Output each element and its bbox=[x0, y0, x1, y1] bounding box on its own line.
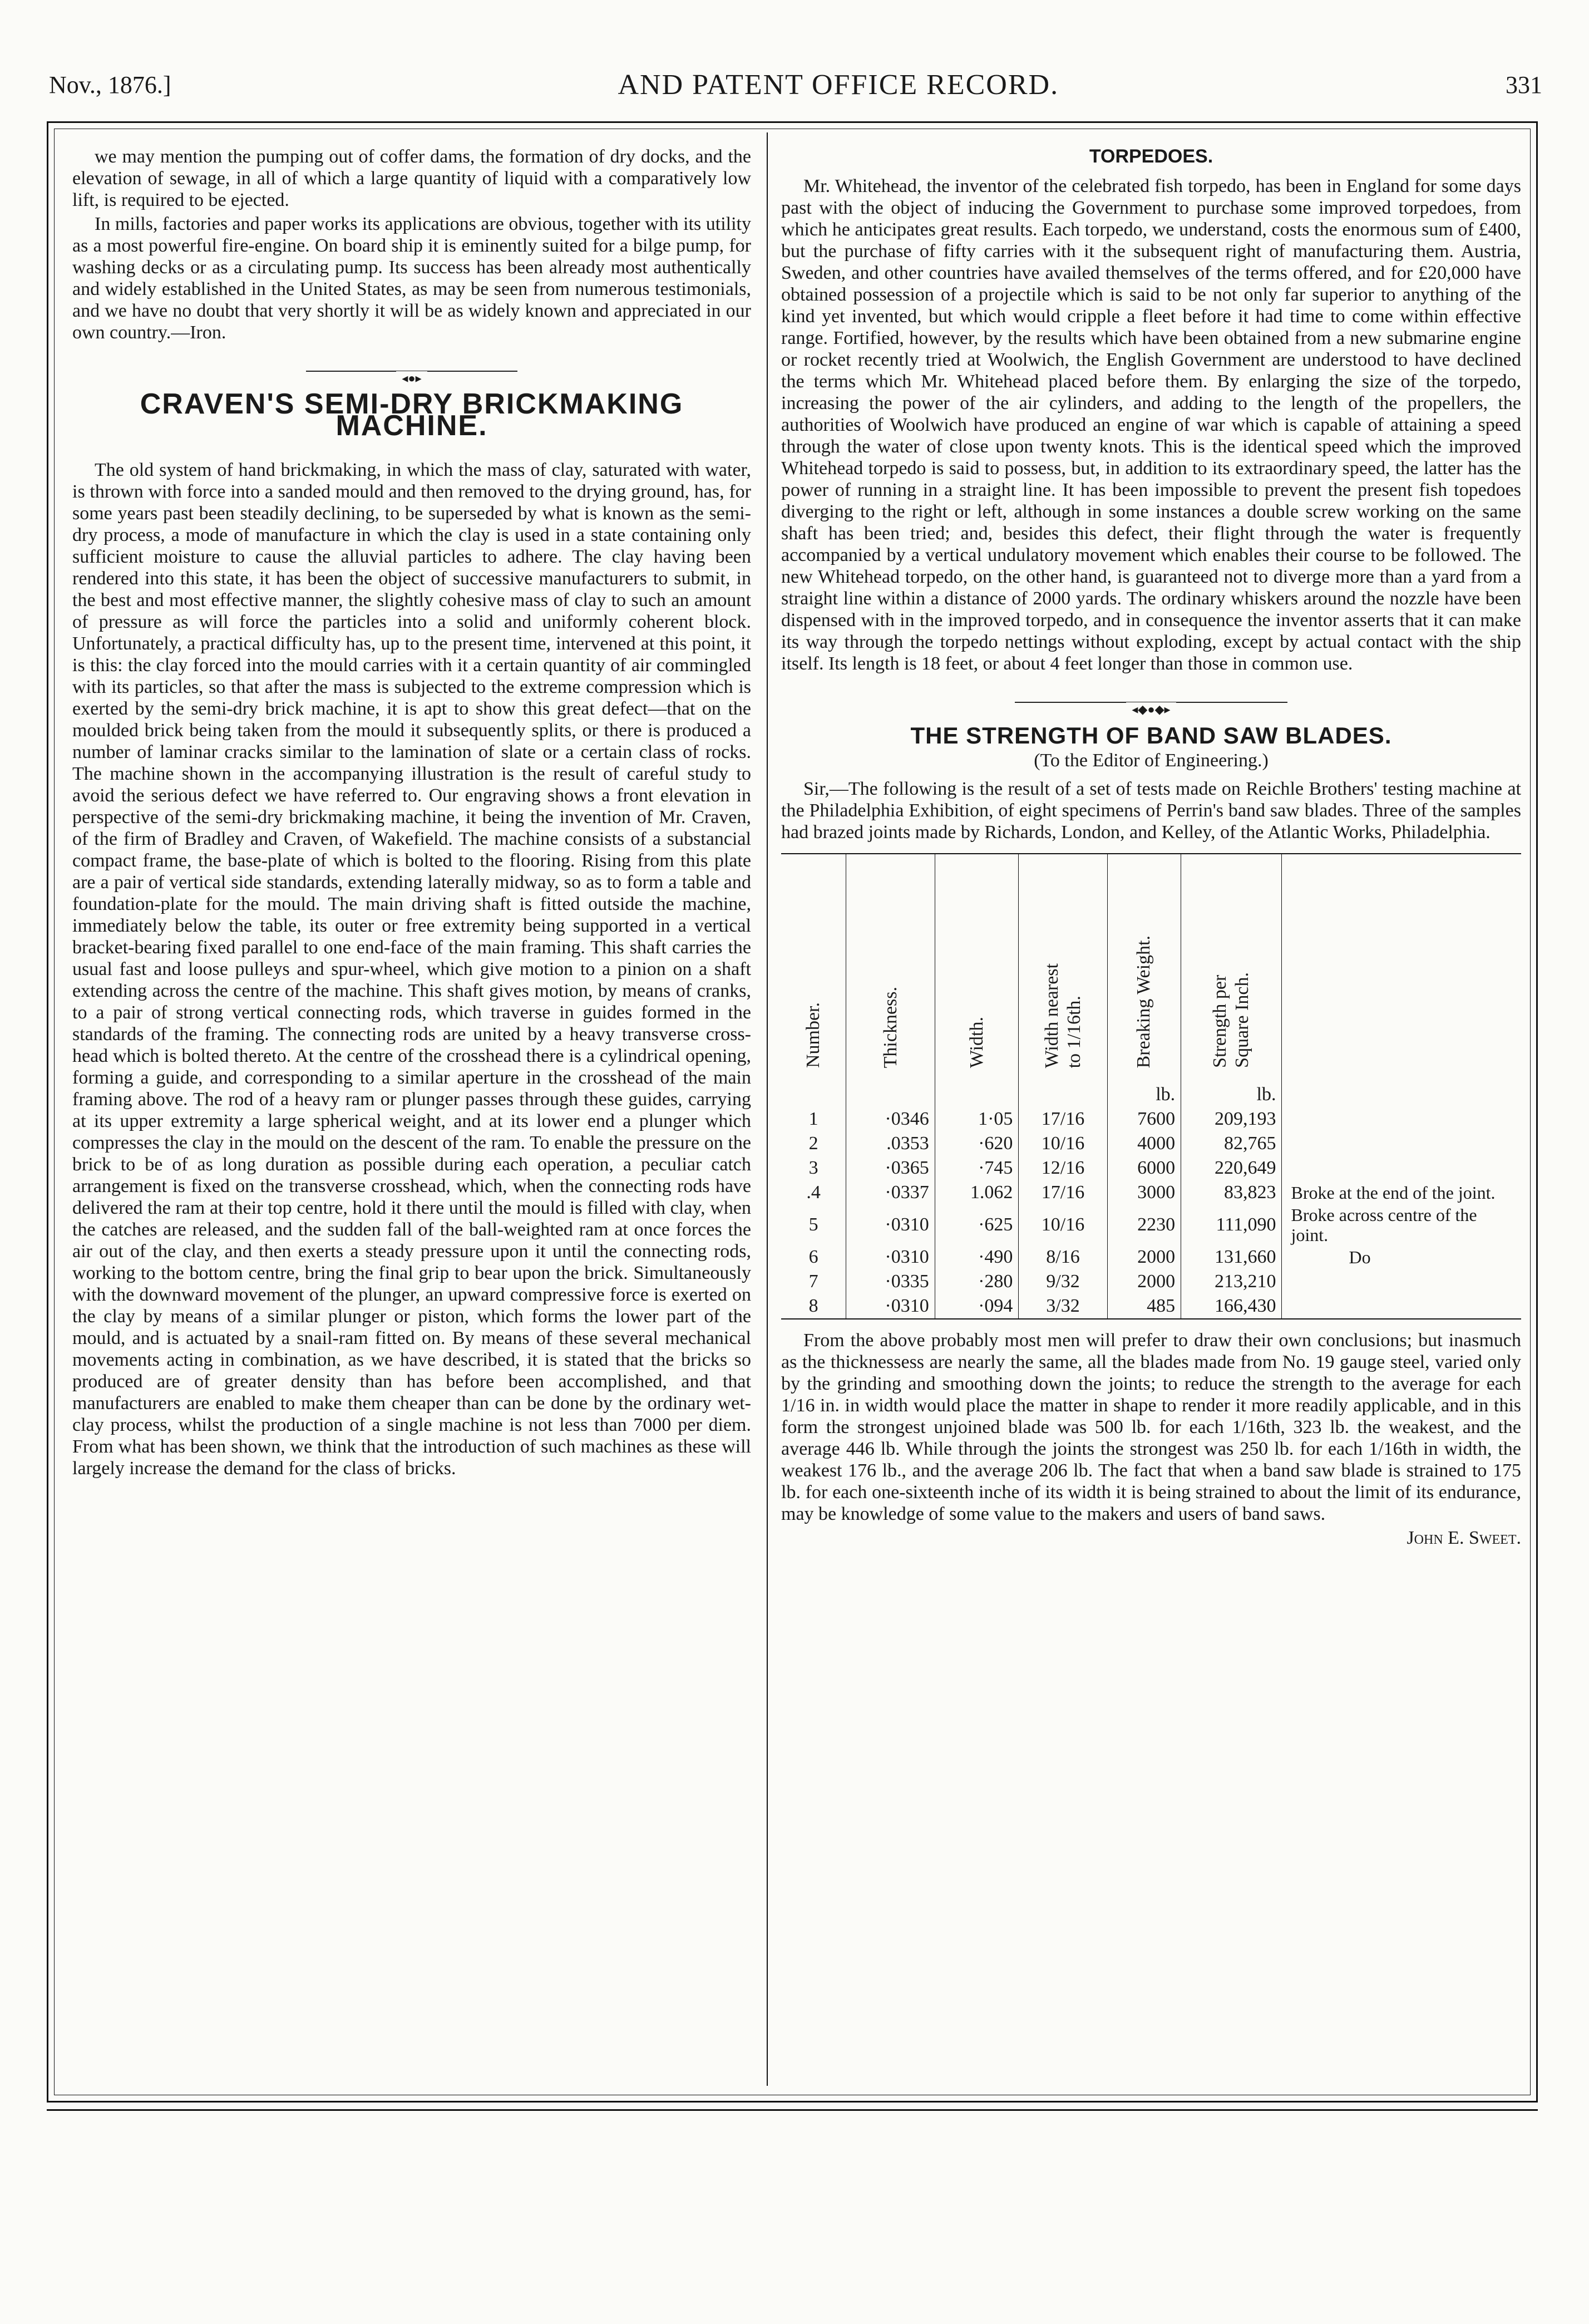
running-title: AND PATENT OFFICE RECORD. bbox=[618, 68, 1059, 101]
table-row: 7 ·0335 ·280 9/32 2000 213,210 bbox=[781, 1269, 1521, 1294]
col-header: Strength per Square Inch. bbox=[1181, 854, 1282, 1077]
bottom-rule bbox=[47, 2109, 1538, 2111]
remark: Do bbox=[1349, 1247, 1371, 1267]
signature: John E. Sweet. bbox=[1407, 1528, 1521, 1548]
table-row: 8 ·0310 ·094 3/32 485 166,430 bbox=[781, 1294, 1521, 1318]
table-row: 5 ·0310 ·625 10/16 2230 111,090 Broke across centre of the joint. bbox=[781, 1205, 1521, 1245]
section-ornament: ◂◆●◆▸ bbox=[781, 697, 1521, 708]
saw-subtitle: (To the Editor of Engineering.) bbox=[1034, 750, 1269, 771]
column-divider bbox=[767, 132, 768, 2086]
remark: Broke across centre of the joint. bbox=[1291, 1205, 1477, 1245]
issue-date: Nov., 1876.] bbox=[49, 71, 171, 99]
saw-intro: Sir,—The following is the result of a set of tests made on Reichle Brothers' testing machine at the Philadelphia Exhibition, of eight specimens of Perrin's band saw blades. Three of the samples had brazed joints made by Richards, London, and Kelley, of the Atlantic Works, Philadelphia. bbox=[781, 779, 1521, 843]
page-number: 331 bbox=[1506, 71, 1542, 99]
col-header: Width nearest to 1/16th. bbox=[1019, 854, 1107, 1077]
saw-body: From the above probably most men will prefer to draw their own conclusions; but inasmuch as the thicknessess are nearly the same, all the blades made from No. 19 gauge steel, varied only by the grinding and smoothing down the joints; to reduce the strength to the average for each 1/16 in. in width would place the matter in shape to render it more readily applicable, and in this form the strongest unjoined blade was 500 lb. for each 1/16th, 323 lb. the weakest, and the average 446 lb. While through the joints the strongest was 250 lb. for each 1/16th in width, the weakest 176 lb., and the average 206 lb. The fact that when a band saw blade is strained to 175 lb. for each one-sixteenth inche of its width it is being strained to about the limit of its endurance, may be knowledge of some value to the makers and users of band saws. bbox=[781, 1330, 1521, 1524]
saw-heading: THE STRENGTH OF BAND SAW BLADES. bbox=[910, 722, 1392, 749]
intro-paragraph: we may mention the pumping out of coffer dams, the formation of dry docks, and the elevation of sewage, in all of which a large quantity of liquid with a comparatively low lift, is required to be ejected. bbox=[72, 146, 751, 210]
col-header bbox=[1282, 854, 1521, 1077]
col-header: Thickness. bbox=[846, 854, 935, 1077]
table-row: 6 ·0310 ·490 8/16 2000 131,660 Do bbox=[781, 1245, 1521, 1269]
units-row: lb. lb. bbox=[781, 1077, 1521, 1107]
article-heading: CRAVEN'S SEMI-DRY BRICKMAKING MACHINE. bbox=[140, 388, 684, 442]
table-row: 2 .0353 ·620 10/16 4000 82,765 bbox=[781, 1131, 1521, 1156]
intro-paragraph: In mills, factories and paper works its applications are obvious, together with its utility as a most powerful fire-engine. On board ship it is eminently suited for a bilge pump, for washing decks or as a circulating pump. Its success has been already most authentically and widely established in the United States, as may be seen from numerous testimonials, and we have no doubt that very shortly it will be as widely known and appreciated in our own country.—Iron. bbox=[72, 214, 751, 343]
remark: Broke at the end of the joint. bbox=[1291, 1183, 1496, 1203]
article-body: The old system of hand brickmaking, in which the mass of clay, saturated with water, is thrown with force into a sanded mould and then removed to the drying ground, has, for some years past been steadily declining, to be superseded by what is known as the semi-dry process, a mode of manufacture in which the clay is used in a state containing only sufficient moisture to cause the alluvial particles to adhere. The clay having been rendered into this state, it has been the object of successive manufacturers to submit, in the best and most effective manner, the slightly cohesive mass of clay to such an amount of pressure as will force the particles into a solid and uniformly coherent block. Unfortunately, a practical difficulty has, up to the present time, intervened at this point, it is this: the clay forced into the mould carries with it a certain quantity of air commingled with its particles, so that after the mass is subjected to the extreme compression which is exerted by the semi-dry brick machine, it is apt to show this great defect—that on the moulded brick being taken from the mould it subsequently splits, or there is produced a number of laminar cracks similar to the lamination of slate or a certain class of rocks. The machine shown in the accompanying illustration is the result of careful study to avoid the serious defect we have referred to. Our engraving shows a front elevation in perspective of the semi-dry brickmaking machine, it being the invention of Mr. Craven, of the firm of Bradley and Craven, of Wakefield. The machine consists of a substancial compact frame, the base-plate of which is bolted to the flooring. Rising from this plate are a pair of vertical side standards, extending laterally midway, so as to form a table and foundation-plate for the mould. The main driving shaft is fitted outside the machine, immediately below the table, its outer or free extremity being supported in a vertical bracket-bearing fixed parallel to one end-face of the main framing. This shaft carries the usual fast and loose pulleys and spur-wheel, which give motion to a pinion on a shaft extending across the centre of the machine. This shaft gives motion, by means of cranks, to a pair of strong vertical connecting rods, which traverse in guides formed in the standards of the framing. The connecting rods are united by a heavy transverse cross-head which is bolted thereto. At the centre of the crosshead there is a cylindrical opening, forming a guide, and corresponding to a similar aperture in the crosshead of the main framing above. The rod of a heavy ram or plunger passes through these guides, carrying at its upper extremity a large spherical weight, and at its lower end a plunger which compresses the clay in the mould on the descent of the ram. To enable the pressure on the brick to be of as long duration as possible during each operation, a peculiar catch arrangement is fixed on the transverse crosshead, which, when the connecting rods have delivered the ram at their top centre, hold it there until the mould is filled with clay, when the catches are released, and the sudden fall of the ball-weighted ram at once forces the air out of the clay, and then exerts a steady pressure upon it until the connecting rods, working to the bottom centre, bring the final grip to bear upon the brick. Simultaneously with the downward movement of the plunger, an upward compressive force is exerted on the clay by means of a similar plunger or piston, which forms the lower part of the mould, and is actuated by a snail-ram fitted on. By means of these several mechanical movements acting in combination, as we have described, it is stated that the bricks so produced are of greater density than has before been accomplished, and that manufacturers are enabled to make them cheaper than can be done by the ordinary wet-clay process, whilst the production of a single machine is not less than 7000 per diem. From what has been shown, we think that the introduction of such machines as these will largely increase the demand for the class of bricks. bbox=[72, 460, 751, 1479]
left-column bbox=[72, 146, 751, 1479]
page-header bbox=[49, 62, 1542, 107]
results-table bbox=[781, 853, 1521, 1319]
col-header: Width. bbox=[935, 854, 1019, 1077]
table-row: 1 ·0346 1·05 17/16 7600 209,193 bbox=[781, 1107, 1521, 1131]
col-header: Number. bbox=[781, 854, 846, 1077]
right-column bbox=[781, 146, 1521, 1549]
table-row: .4 ·0337 1.062 17/16 3000 83,823 Broke at the end of the joint. bbox=[781, 1180, 1521, 1205]
section-ornament: ◂●▸ bbox=[72, 366, 751, 377]
col-header: Breaking Weight. bbox=[1107, 854, 1181, 1077]
torpedoes-body: Mr. Whitehead, the inventor of the celebrated fish torpedo, has been in England for some days past with the object of inducing the Government to purchase some improved torpedoes, from which he anticipates great results. Each torpedo, we understand, costs the enormous sum of £400, but the purchase of fifty carries with it the subsequent right of manufacturing them. Austria, Sweden, and other countries have availed themselves of the terms offered, and for £20,000 have obtained possession of a projectile which is said to be not only far superior to anything of the kind yet invented, but which would cripple a fleet before it had time to come within effective range. Fortified, however, by the results which have been obtained from a new submarine engine or rocket recently tried at Woolwich, the English Government are understood to have declined the terms which Mr. Whitehead placed before them. By enlarging the size of the torpedo, increasing the power of the air cylinders, and adding to the length of the propellers, the authorities of Woolwich have produced an engine of war which is capable of attaining a speed through the water of close upon twenty knots. This is the identical speed which the improved Whitehead torpedo is said to possess, but, in addition to its extraordinary speed, the latter has the power of running in a straight line. It has been impossible to prevent the present fish topedoes diverging to the right or left, although in some instances a double screw working on the same shaft has been tried; and, besides this defect, their flight through the water is frequently accompanied by a vertical undulatory movement which enables their course to be followed. The new Whitehead torpedo, on the other hand, is guaranteed not to diverge more than a yard from a straight line within a distance of 2000 yards. The ordinary whiskers around the nozzle have been dispensed with in the improved torpedo, and in consequence the inventor asserts that it can make its way through the torpedo nettings without exploding, except by actual contact with the ship itself. Its length is 18 feet, or about 4 feet longer than those in common use. bbox=[781, 176, 1521, 674]
torpedoes-heading: TORPEDOES. bbox=[1089, 146, 1213, 167]
table-row: 3 ·0365 ·745 12/16 6000 220,649 bbox=[781, 1156, 1521, 1180]
